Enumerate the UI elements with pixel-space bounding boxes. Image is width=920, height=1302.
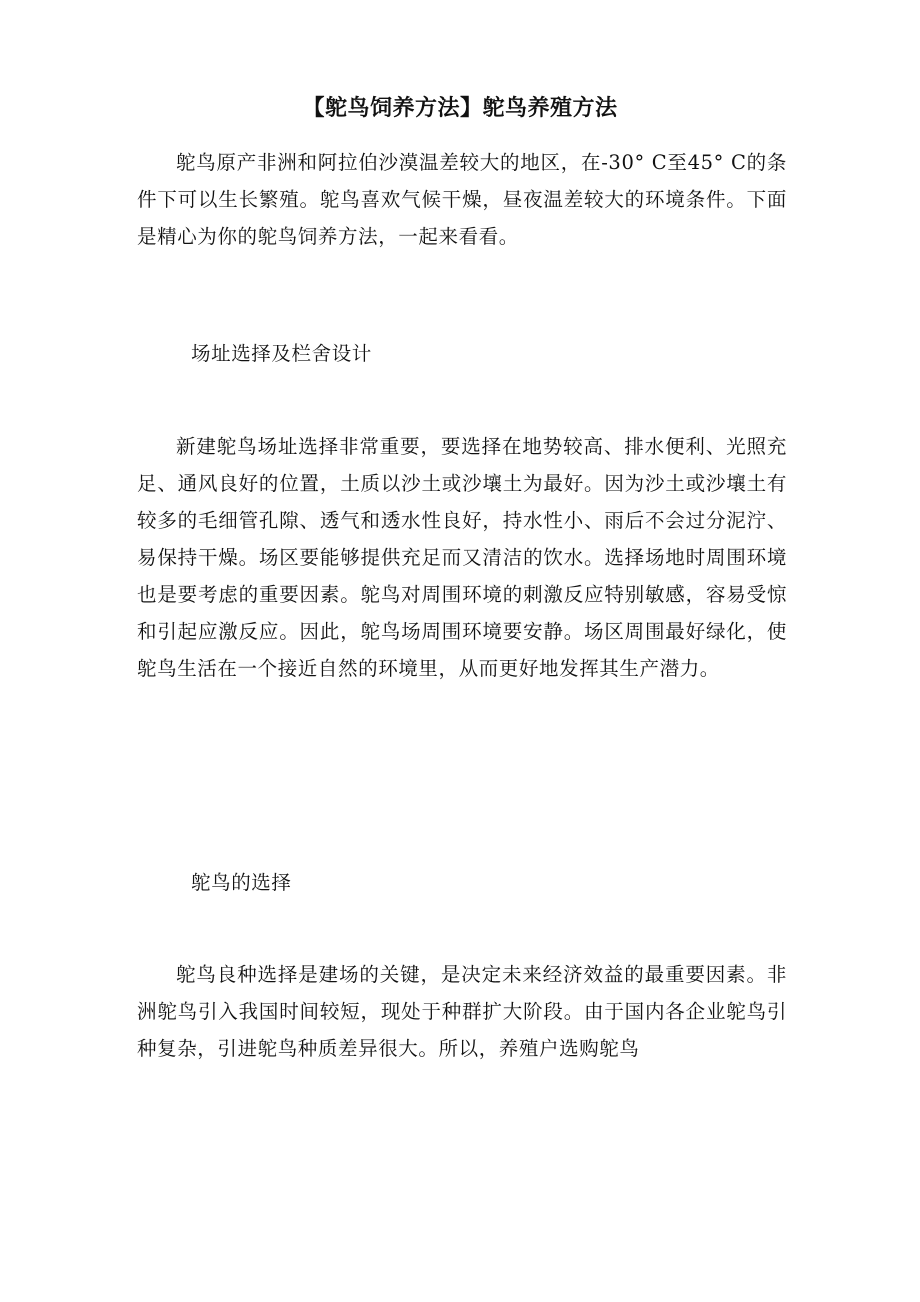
- section-heading-site-selection: 场址选择及栏舍设计: [191, 342, 372, 365]
- intro-paragraph: 鸵鸟原产非洲和阿拉伯沙漠温差较大的地区，在-30° C至45° C的条件下可以生长繁殖。鸵鸟喜欢气候干燥，昼夜温差较大的环境条件。下面是精心为你的鸵鸟饲养方法，一起来看看。: [137, 151, 787, 248]
- document-title: 【鸵鸟饲养方法】鸵鸟养殖方法: [302, 95, 618, 121]
- site-selection-paragraph: 新建鸵鸟场址选择非常重要，要选择在地势较高、排水便利、光照充足、通风良好的位置，土质以沙土或沙壤土为最好。因为沙土或沙壤土有较多的毛细管孔隙、透气和透水性良好，持水性小、雨后不会过分泥泞、易保持干燥。场区要能够提供充足而又清洁的饮水。选择场地时周围环境也是要考虑的重要因素。鸵鸟对周围环境的刺激反应特别敏感，容易受惊和引起应激反应。因此，鸵鸟场周围环境要安静。场区周围最好绿化，使鸵鸟生活在一个接近自然的环境里，从而更好地发挥其生产潜力。: [137, 435, 787, 680]
- section-heading-ostrich-selection: 鸵鸟的选择: [191, 871, 292, 894]
- ostrich-selection-paragraph: 鸵鸟良种选择是建场的关键，是决定未来经济效益的最重要因素。非洲鸵鸟引入我国时间较短，现处于种群扩大阶段。由于国内各企业鸵鸟引种复杂，引进鸵鸟种质差异很大。所以，养殖户选购鸵鸟: [137, 963, 787, 1060]
